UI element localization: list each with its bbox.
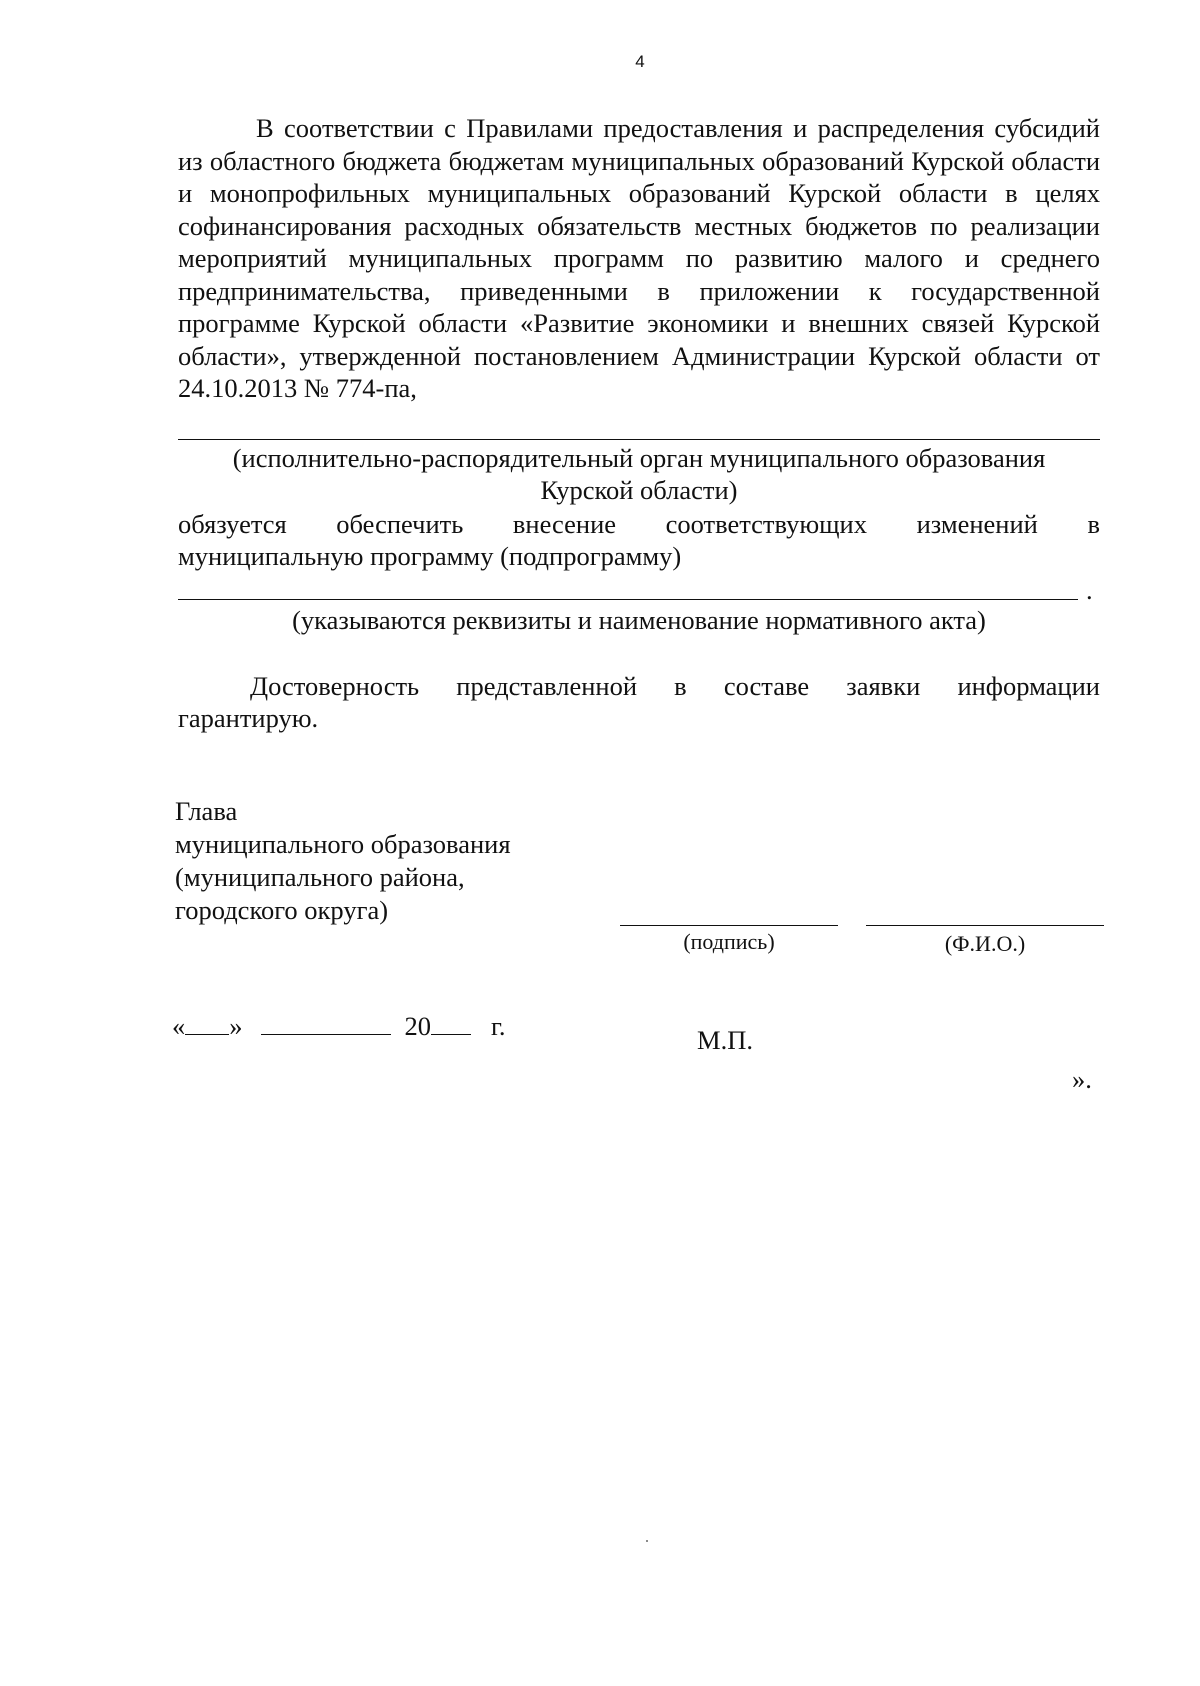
closing-mark: ».	[1072, 1064, 1092, 1094]
scan-speck	[646, 1540, 648, 1542]
main-paragraph	[178, 112, 1100, 405]
act-end-mark: .	[1086, 575, 1093, 605]
date-line	[172, 1010, 506, 1042]
year-prefix: 20	[404, 1011, 431, 1041]
day-blank	[185, 1012, 229, 1035]
signature-caption: (подпись)	[683, 929, 775, 954]
obligation-word: обязуется	[178, 509, 287, 539]
signatory-line4: городского округа)	[175, 895, 389, 925]
organ-blank-line	[178, 439, 1100, 440]
guarantee-word: в	[674, 671, 687, 701]
obligation-word: в	[1087, 509, 1100, 539]
guarantee-word: Достоверность	[250, 671, 420, 701]
guarantee-line2: гарантирую.	[178, 703, 319, 733]
guarantee-word: представленной	[456, 671, 637, 701]
year-blank	[431, 1012, 471, 1035]
guarantee-line1	[250, 670, 1100, 702]
obligation-line1	[178, 508, 1100, 540]
signatory-line3: (муниципального района,	[175, 862, 465, 892]
act-blank-line	[178, 599, 1078, 600]
obligation-word: изменений	[916, 509, 1038, 539]
organ-caption-line1: (исполнительно-распорядительный орган муниципального образования	[232, 443, 1046, 473]
guarantee-word: информации	[957, 671, 1100, 701]
obligation-word: обеспечить	[336, 509, 464, 539]
obligation-word: внесение	[512, 509, 617, 539]
guarantee-word: составе	[723, 671, 810, 701]
stamp-place: М.П.	[697, 1025, 753, 1055]
signatory-line2: муниципального образования	[175, 829, 511, 859]
fio-caption: (Ф.И.О.)	[944, 931, 1026, 956]
guarantee-word: заявки	[846, 671, 921, 701]
obligation-word: соответствующих	[665, 509, 867, 539]
month-blank	[261, 1012, 391, 1035]
date-open-quote: «	[172, 1011, 186, 1041]
obligation-line2: муниципальную программу (подпрограмму)	[178, 541, 682, 571]
year-suffix: г.	[491, 1011, 506, 1041]
signature-line	[620, 925, 838, 926]
fio-line	[866, 925, 1104, 926]
date-close-quote: »	[229, 1011, 243, 1041]
act-caption: (указываются реквизиты и наименование нормативного акта)	[292, 605, 986, 635]
main-paragraph-text: В соответствии с Правилами предоставления и распределения субсидий из областного бюджета бюджетам муниципальных образований Курской области и монопрофильных муниципальных образований Курской области в целях софинансирования расходных обязательств местных бюджетов по реализации мероприятий муниципальных программ по развитию малого и среднего предпринимательства, приведенными в приложении к государственной программе Курской области «Развитие экономики и внешних связей Курской области», утвержденной постановлением Администрации Курской области от 24.10.2013 № 774-па,	[178, 113, 1100, 403]
page-number: 4	[635, 52, 645, 71]
organ-caption-line2: Курской области)	[540, 475, 738, 505]
signatory-line1: Глава	[175, 796, 238, 826]
